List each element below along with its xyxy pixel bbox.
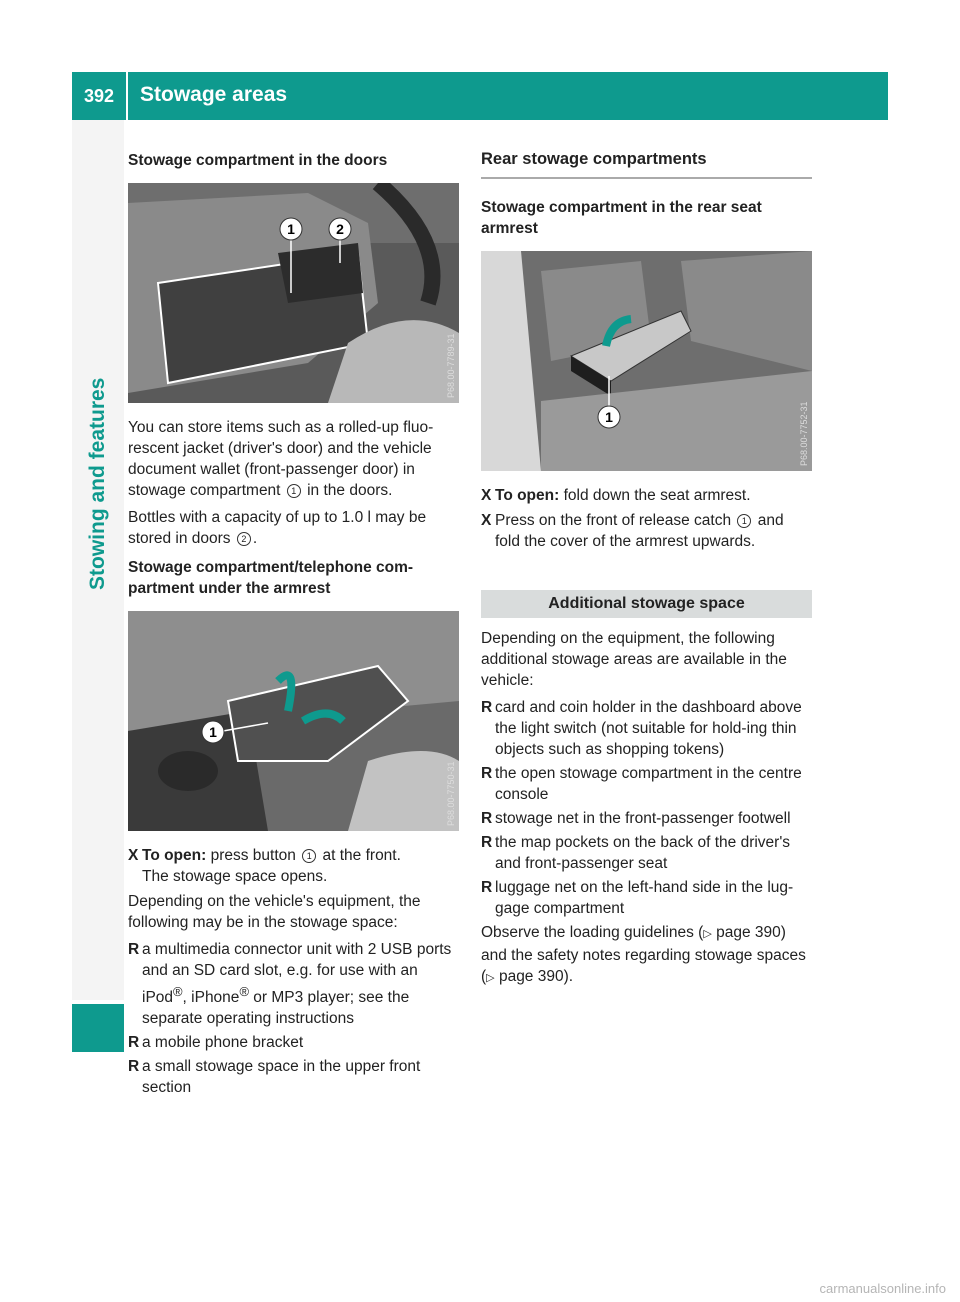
list-item: R a small stowage space in the upper front section <box>128 1058 421 1097</box>
heading-door-compartment: Stowage compartment in the doors <box>128 152 388 169</box>
heading-armrest-compartment: Stowage compartment/telephone com-partment under the armrest <box>128 559 414 597</box>
callout-2: 2 <box>336 221 344 237</box>
figure-door-compartment <box>128 183 459 403</box>
step-marker: X <box>128 847 139 864</box>
list-item: R a multimedia connector unit with 2 USB ports and an SD card slot, e.g. for use with an iPod®, iPhone® or MP3 player; see the separate operating instructions <box>128 941 452 1028</box>
figure-code: P68.00-7750-31 <box>446 761 456 826</box>
step-open-armrest: X To open: press button 1 at the front. The stowage space opens. <box>128 847 401 885</box>
page-ref-icon: ▷ <box>703 928 712 940</box>
heading-rear-compartments: Rear stowage compartments <box>481 150 812 179</box>
figure-code: P68.00-7752-31 <box>799 401 809 466</box>
header-bar <box>72 72 888 120</box>
list-item: R luggage net on the left-hand side in the lug-gage compartment <box>481 879 794 917</box>
callout-1: 1 <box>287 221 295 237</box>
page-ref-icon: ▷ <box>486 972 495 984</box>
list-item: R stowage net in the front-passenger footwell <box>481 810 791 827</box>
header-title: Stowage areas <box>140 83 288 106</box>
list-item: R the map pockets on the back of the driver's and front-passenger seat <box>481 834 791 872</box>
list-item: R card and coin holder in the dashboard above the light switch (not suitable for hold-ing thin objects such as shopping tokens) <box>481 699 802 758</box>
left-column <box>128 150 459 1101</box>
callout-ref-1: 1 <box>302 849 316 863</box>
step-open-rear-armrest: X To open: fold down the seat armrest. <box>481 487 751 504</box>
paragraph-door-items: You can store items such as a rolled-up fluo-rescent jacket (driver's door) and the vehicle document wallet (front-passenger door) in stowage compartment 1 in the doors. <box>128 419 434 499</box>
paragraph-equipment: Depending on the vehicle's equipment, the following may be in the stowage space: <box>128 893 421 931</box>
heading-additional-stowage: Additional stowage space <box>481 590 812 618</box>
heading-rear-armrest: Stowage compartment in the rear seat armrest <box>481 199 762 237</box>
callout-1: 1 <box>605 409 613 425</box>
step-release-catch: X Press on the front of release catch 1 and fold the cover of the armrest upwards. <box>481 512 784 550</box>
side-tab-label: Stowing and features <box>86 377 109 590</box>
paragraph-additional: Depending on the equipment, the following additional stowage areas are available in the vehicle: <box>481 630 787 689</box>
side-tab-square <box>72 1004 124 1052</box>
figure-armrest-compartment <box>128 611 459 831</box>
right-column <box>481 150 812 995</box>
header-divider <box>126 72 128 120</box>
footer-watermark: carmanualsonline.info <box>819 1281 946 1296</box>
list-item: R the open stowage compartment in the centre console <box>481 765 802 803</box>
paragraph-loading-guidelines: Observe the loading guidelines (▷ page 390) and the safety notes regarding stowage spaces (▷ page 390). <box>481 924 806 985</box>
figure-rear-armrest <box>481 251 812 471</box>
callout-1: 1 <box>209 724 217 740</box>
page-number: 392 <box>84 86 115 106</box>
paragraph-bottles: Bottles with a capacity of up to 1.0 l may be stored in doors 2 . <box>128 509 427 547</box>
callout-ref-1: 1 <box>287 484 301 498</box>
callout-ref-1: 1 <box>737 514 751 528</box>
callout-ref-2: 2 <box>237 532 251 546</box>
figure-code: P68.00-7789-31 <box>446 333 456 398</box>
list-item: R a mobile phone bracket <box>128 1034 304 1052</box>
